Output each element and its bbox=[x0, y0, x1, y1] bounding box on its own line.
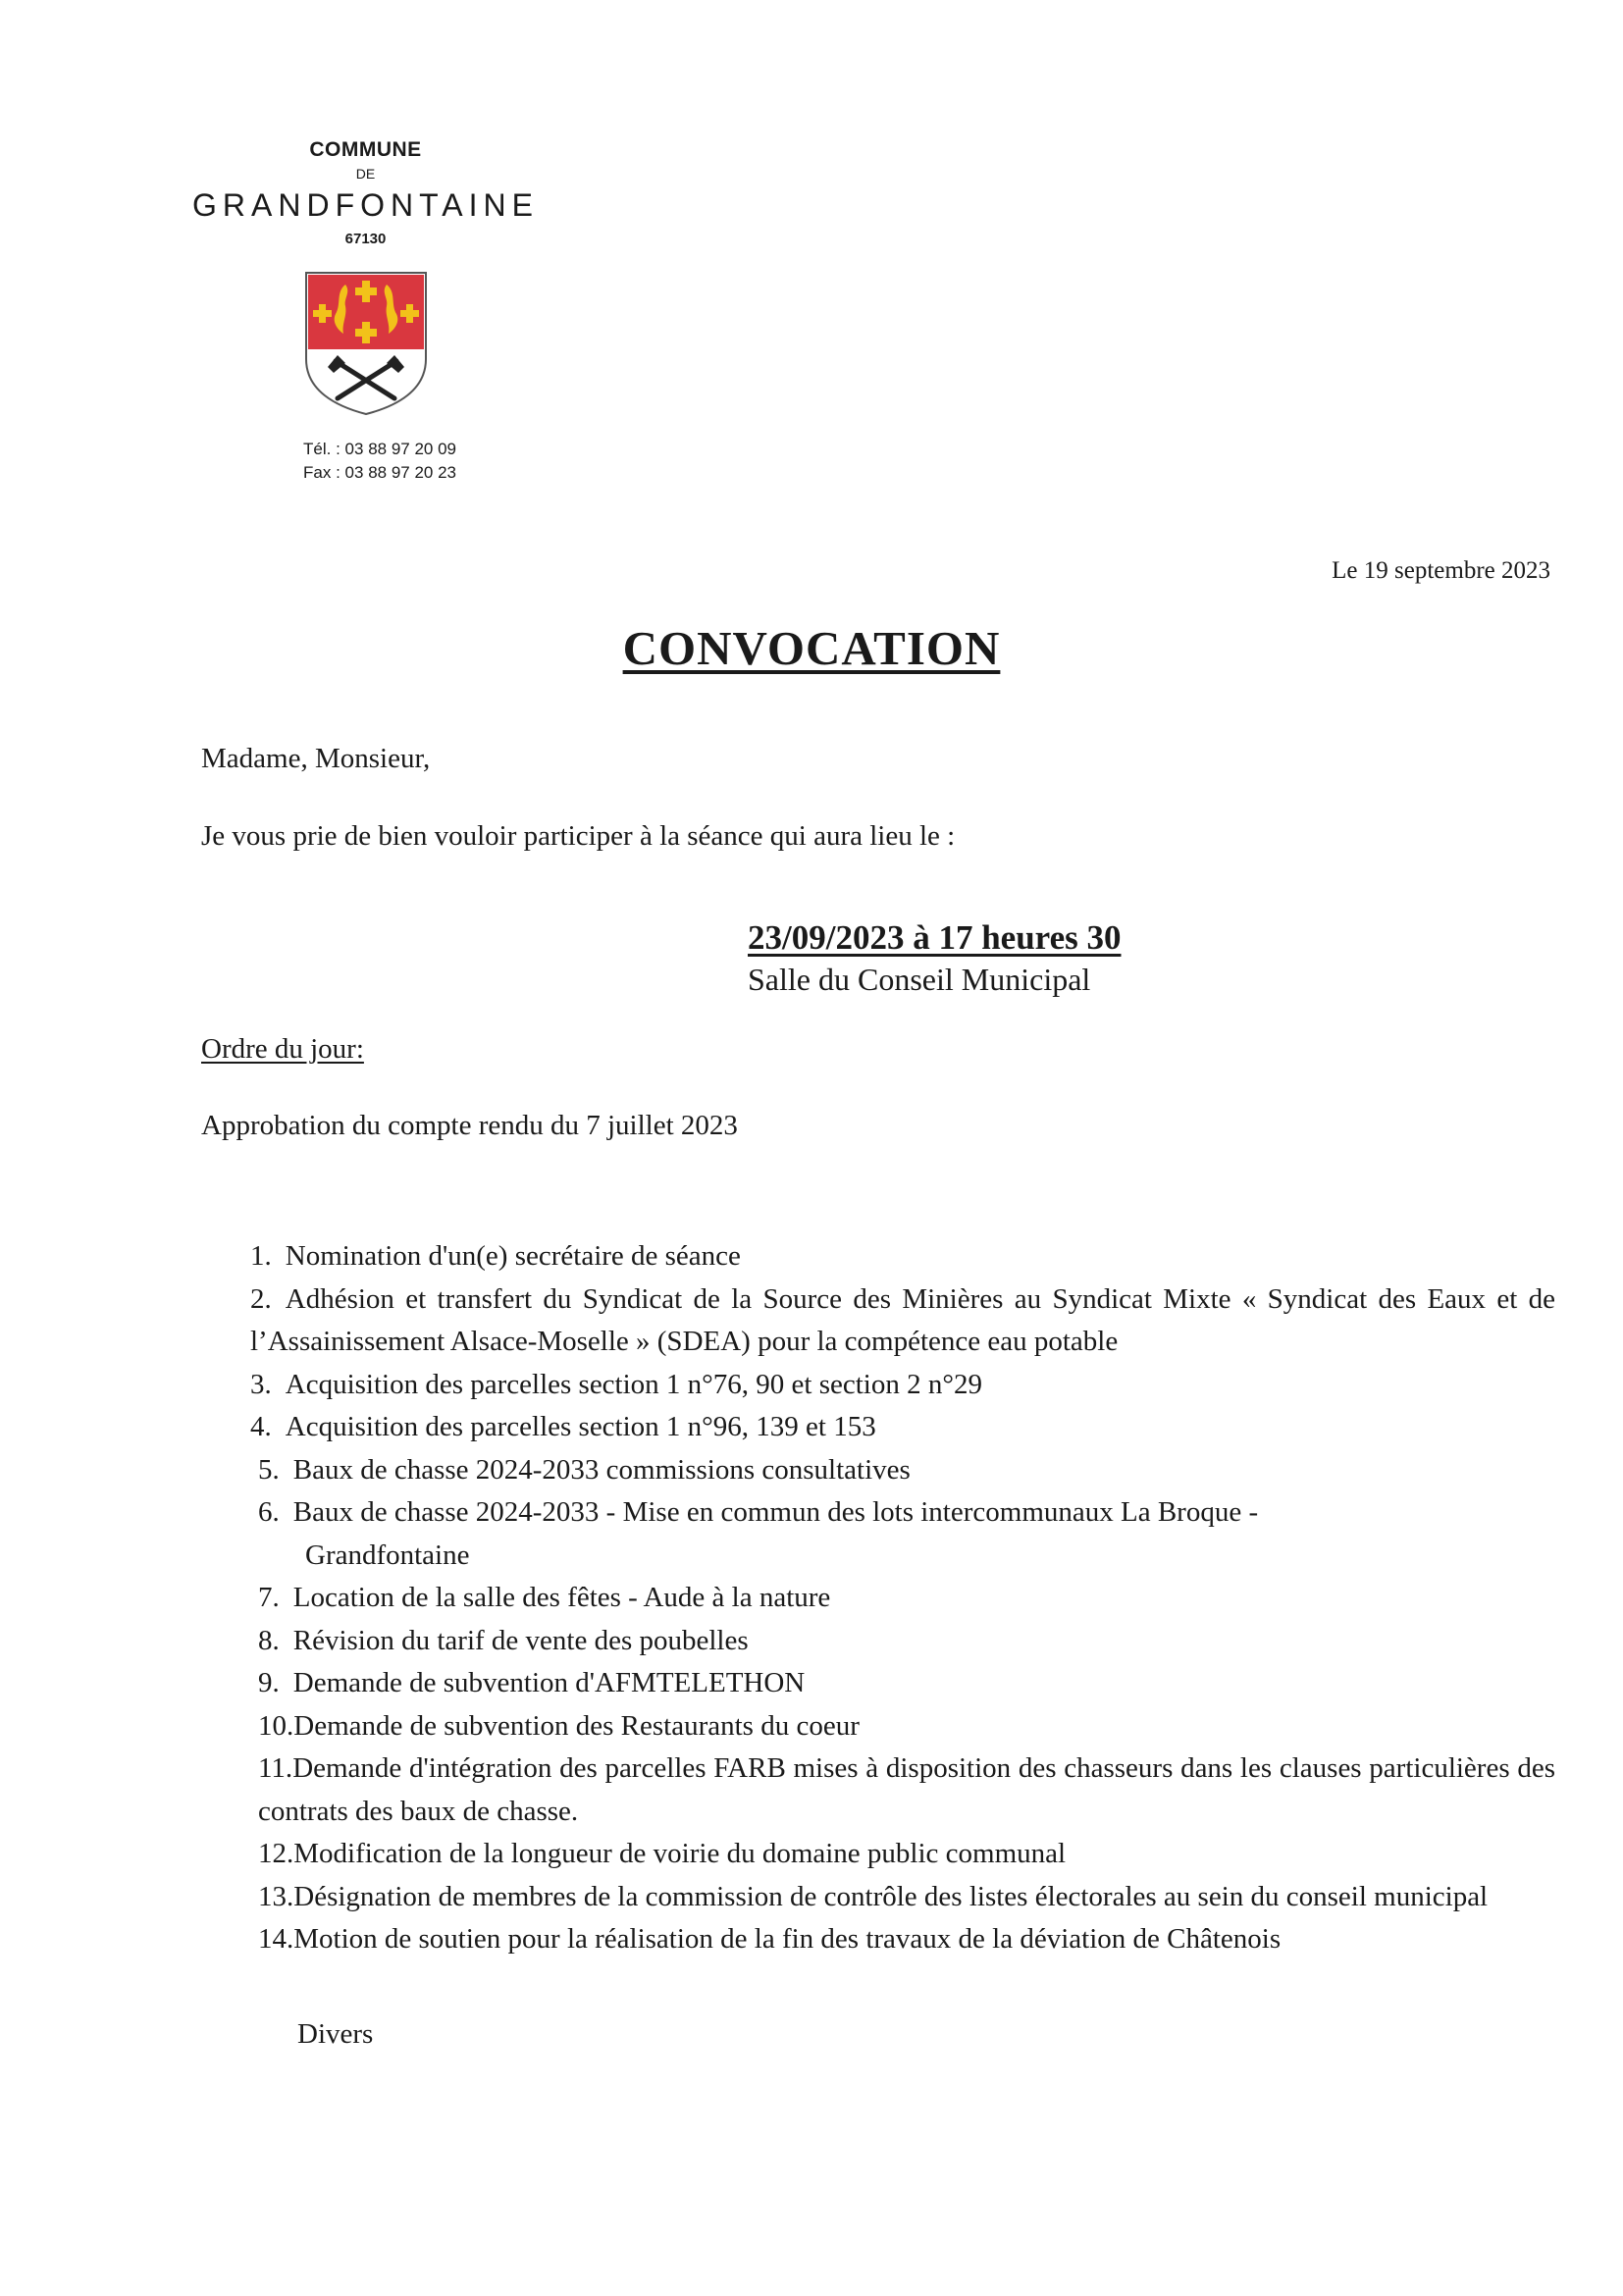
agenda-item: 9. Demande de subvention d'AFMTELETHON bbox=[258, 1667, 806, 1698]
document-title bbox=[0, 620, 1623, 676]
agenda-item: 1. Nomination d'un(e) secrétaire de séance bbox=[250, 1240, 741, 1272]
agenda-item: 12.Modification de la longueur de voirie du domaine public communal bbox=[258, 1838, 1067, 1869]
letter-date: Le 19 septembre 2023 bbox=[1332, 557, 1550, 584]
agenda-item: 14.Motion de soutien pour la réalisation de la fin des travaux de la déviation de Châtenois bbox=[258, 1923, 1282, 1955]
agenda-item: 2. Adhésion et transfert du Syndicat de la Source des Minières au Syndicat Mixte « Syndicat des Eaux et de l’Assainissement Alsace-Moselle » (SDEA) pour la compétence eau potable bbox=[250, 1282, 1555, 1357]
letterhead-contact bbox=[167, 438, 456, 485]
agenda-item: 11.Demande d'intégration des parcelles FARB mises à disposition des chasseurs dans les clauses particulières des contrats des baux de chasse. bbox=[258, 1752, 1555, 1827]
letterhead bbox=[167, 137, 564, 485]
agenda-item: 5. Baux de chasse 2024-2033 commissions consultatives bbox=[258, 1453, 911, 1486]
letterhead-tel: Tél. : 03 88 97 20 09 bbox=[303, 440, 456, 458]
letterhead-fax: Fax : 03 88 97 20 23 bbox=[303, 463, 456, 482]
agenda-item: 4. Acquisition des parcelles section 1 n°96, 139 et 153 bbox=[250, 1411, 876, 1442]
meeting-place: Salle du Conseil Municipal bbox=[748, 962, 1091, 997]
agenda-item: 13.Désignation de membres de la commission de contrôle des listes électorales au sein du conseil municipal bbox=[258, 1880, 1489, 1912]
letterhead-town-name: GRANDFONTAINE bbox=[192, 187, 539, 223]
approval-line: Approbation du compte rendu du 7 juillet 2023 bbox=[201, 1110, 738, 1141]
letterhead-commune: COMMUNE bbox=[309, 138, 422, 161]
agenda-heading: Ordre du jour: bbox=[201, 1033, 364, 1065]
letterhead-de: DE bbox=[355, 166, 376, 182]
meeting-info bbox=[748, 917, 1121, 1000]
agenda-item: 7. Location de la salle des fêtes - Aude à la nature bbox=[258, 1582, 831, 1613]
title-text: CONVOCATION bbox=[622, 621, 1001, 675]
agenda-item: 6. Baux de chasse 2024-2033 - Mise en commun des lots intercommunaux La Broque - Grandfontaine bbox=[258, 1496, 1259, 1571]
coat-of-arms-icon bbox=[302, 269, 430, 416]
meeting-datetime: 23/09/2023 à 17 heures 30 bbox=[748, 918, 1122, 957]
letterhead-postal-code: 67130 bbox=[344, 231, 387, 247]
agenda-item: 3. Acquisition des parcelles section 1 n°76, 90 et section 2 n°29 bbox=[250, 1368, 982, 1400]
intro-paragraph: Je vous prie de bien vouloir participer à la séance qui aura lieu le : bbox=[201, 820, 956, 852]
agenda-item: 8. Révision du tarif de vente des poubelles bbox=[258, 1624, 749, 1656]
salutation: Madame, Monsieur, bbox=[201, 743, 431, 774]
agenda-divers: Divers bbox=[297, 2018, 374, 2050]
agenda-item: 10.Demande de subvention des Restaurants du coeur bbox=[258, 1709, 860, 1742]
agenda-list bbox=[250, 1235, 1555, 1961]
